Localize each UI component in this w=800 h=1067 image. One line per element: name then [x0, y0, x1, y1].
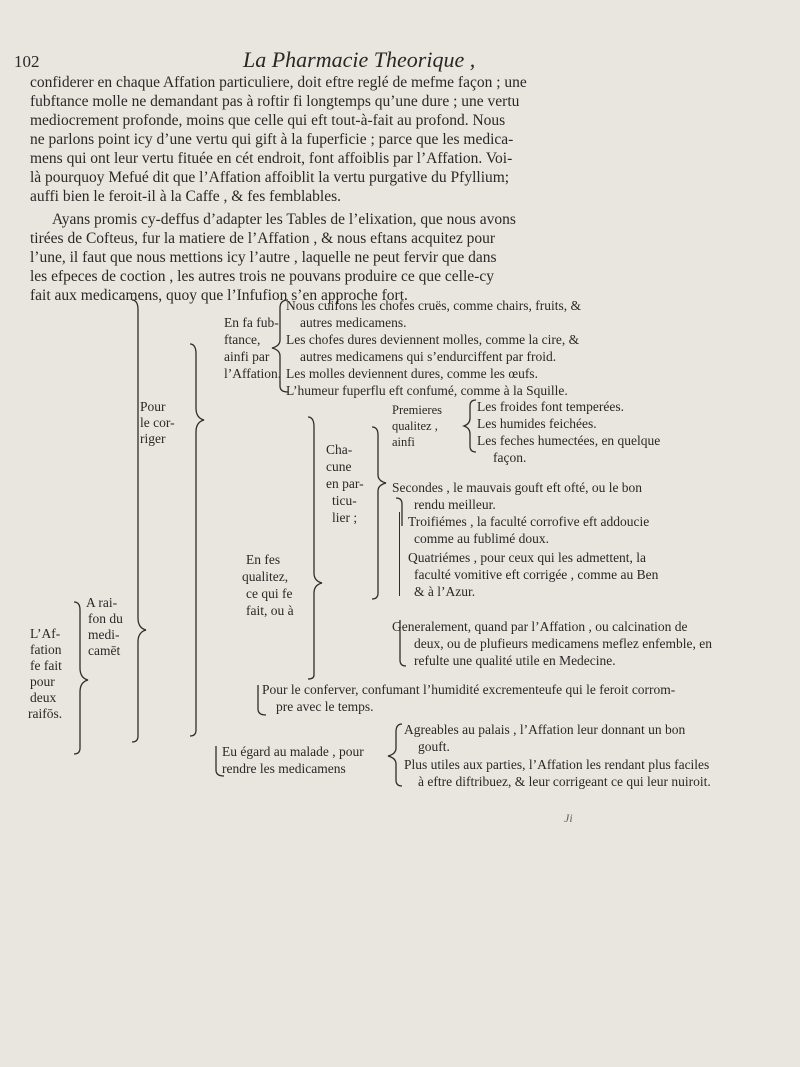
text-line: pre avec le temps. — [276, 699, 374, 714]
text-line: ftance, — [224, 332, 261, 347]
text-line: Nous cuifons les chofes cruës, comme chairs, fruits, & — [286, 298, 582, 313]
text-line: les efpeces de coction , les autres trois ne pouvans produire ce que celle-cy — [30, 268, 494, 285]
text-line: l’une, il faut que nous mettions icy l’autre , laquelle ne peut fervir que dans — [30, 249, 497, 266]
a-raison-brace — [126, 296, 156, 746]
text-line: rendu meilleur. — [414, 497, 496, 512]
text-line: Generalement, quand par l’Affation , ou calcination de — [392, 619, 688, 634]
text-line: fe fait — [30, 658, 62, 673]
text-line: riger — [140, 431, 166, 446]
pour-conserver-brace — [254, 683, 274, 719]
text-line: Les humides feichées. — [477, 416, 597, 431]
text-line: qualitez, — [242, 569, 289, 584]
text-line: autres medicamens qui s’endurciffent par froid. — [300, 349, 557, 364]
pour-corriger-brace — [186, 340, 212, 740]
text-line: refulte une qualité utile en Medecine. — [414, 653, 616, 668]
troisiemes-quatriemes-rule — [399, 512, 400, 596]
text-line: gouft. — [418, 739, 450, 754]
text-line: fait aux medicamens, quoy que l’Infufion s’en approche fort. — [30, 287, 408, 304]
chacune-brace — [368, 423, 394, 603]
text-line: Pour — [140, 399, 166, 414]
text-line: Eu égard au malade , pour — [222, 744, 364, 759]
text-line: en par- — [326, 476, 364, 491]
text-line: camēt — [88, 643, 121, 658]
text-line: à eftre diftribuez, & leur corrigeant ce qui leur nuiroit. — [418, 774, 711, 789]
text-line: raifōs. — [28, 706, 63, 721]
egard-malade-rule — [212, 744, 232, 780]
running-title: La Pharmacie Theorique , — [243, 47, 476, 72]
generalement-brace — [394, 618, 414, 670]
text-line: l’Affation. — [224, 366, 282, 381]
text-line: façon. — [493, 450, 527, 465]
text-line: Secondes , le mauvais gouft eft ofté, ou le bon — [392, 480, 643, 495]
text-line: ainfi par — [224, 349, 270, 364]
text-line: ce qui fe — [246, 586, 293, 601]
text-line: comme au fublimé doux. — [414, 531, 549, 546]
text-line: fation — [30, 642, 62, 657]
text-line: cune — [326, 459, 352, 474]
text-line: lier ; — [332, 510, 358, 525]
text-line: & à l’Azur. — [414, 584, 476, 599]
text-line: qualitez , — [392, 419, 438, 433]
page-number: 102 — [14, 52, 40, 71]
text-line: ticu- — [332, 493, 357, 508]
text-line: Ayans promis cy-deffus d’adapter les Tables de l’elixation, que nous avons — [52, 211, 516, 228]
text-line: deux — [30, 690, 57, 705]
text-line: autres medicamens. — [300, 315, 407, 330]
text-line: confiderer en chaque Affation particuliere, doit eftre reglé de mefme façon ; une — [30, 74, 527, 91]
text-line: Pour le conferver, confumant l’humidité excrementeufe qui le feroit corrom- — [262, 682, 676, 697]
text-line: En fa fub- — [224, 315, 279, 330]
text-line: Premieres — [392, 403, 442, 417]
text-line: pour — [30, 674, 55, 689]
text-line: tirées de Cofteus, fur la matiere de l’Affation , & nous eftans acquitez pour — [30, 230, 495, 247]
text-line: auffi bien le feroit-il à la Caffe , & fes femblables. — [30, 188, 342, 205]
text-line: L’Af- — [30, 626, 61, 641]
text-line: Cha- — [326, 442, 353, 457]
text-line: A rai- — [86, 595, 118, 610]
text-line: En fes — [246, 552, 281, 567]
text-line: fon du — [88, 611, 123, 626]
text-line: ne parlons point icy d’une vertu qui gift à la fuperficie ; parce que les medica- — [30, 131, 514, 148]
text-line: ainfi — [392, 435, 415, 449]
text-line: rendre les medicamens — [222, 761, 346, 776]
text-line: Les feches humectées, en quelque — [477, 433, 661, 448]
text-line: Les chofes dures deviennent molles, comme la cire, & — [286, 332, 580, 347]
text-line: le cor- — [140, 415, 175, 430]
text-line: L’humeur fuperflu eft confumé, comme à la Squille. — [286, 383, 568, 398]
text-line: fait, ou à — [246, 603, 294, 618]
text-line: mediocrement profonde, moins que celle qui eft tout-à-fait au profond. Nous — [30, 112, 506, 129]
text-line: fubftance molle ne demandant pas à roftir fi longtemps qu’une dure ; une vertu — [30, 93, 520, 110]
text-line: deux, ou de plufieurs medicamens meflez enfemble, en — [414, 636, 713, 651]
text-line: Troifiémes , la faculté corrofive eft addoucie — [408, 514, 650, 529]
text-line: medi- — [88, 627, 120, 642]
text-line: Quatriémes , pour ceux qui les admettent, la — [408, 550, 647, 565]
text-line: là pourquoy Mefué dit que l’Affation affoiblit la vertu purgative du Pfyllium; — [30, 169, 510, 186]
text-line: Les froides font temperées. — [477, 399, 624, 414]
text-line: faculté vomitive eft corrigée , comme au Ben — [414, 567, 659, 582]
text-line: Plus utiles aux parties, l’Affation les rendant plus faciles — [404, 757, 710, 772]
signature-mark: Ji — [564, 811, 573, 825]
text-line: Les molles deviennent dures, comme les œufs. — [286, 366, 538, 381]
text-line: mens qui ont leur vertu fituée en cét endroit, font affoiblis par l’Affation. Voi- — [30, 150, 513, 167]
text-line: Agreables au palais , l’Affation leur donnant un bon — [404, 722, 686, 737]
